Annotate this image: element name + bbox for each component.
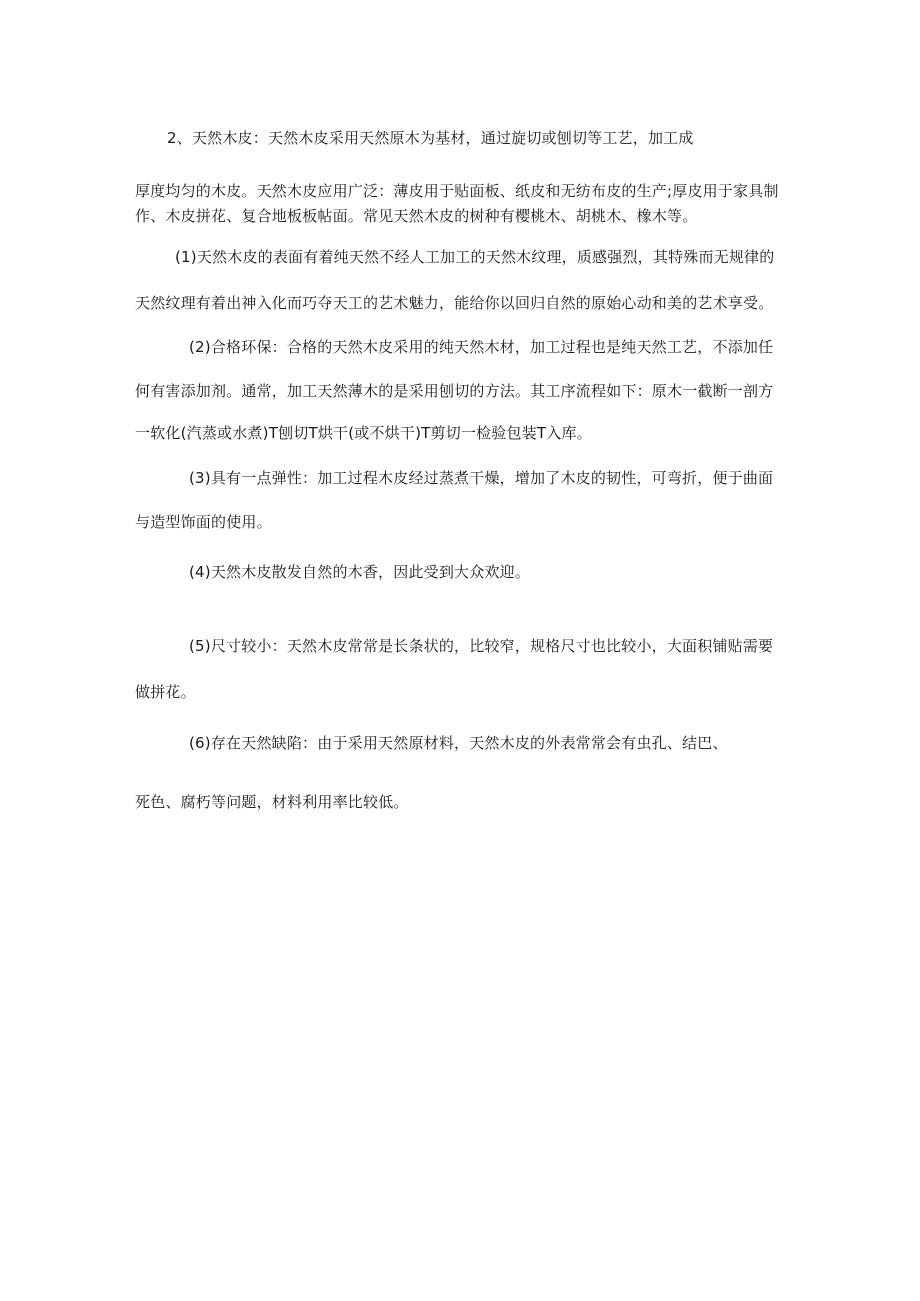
- list-item-2-line: (2)合格环保：合格的天然木皮采用的纯天然木材，加工过程也是纯天然工艺，不添加任: [189, 338, 774, 356]
- list-item-6-line: (6)存在天然缺陷：由于采用天然原材料，天然木皮的外表常常会有虫孔、结巴、: [189, 734, 728, 752]
- list-item-2-line: 一软化(汽蒸或水煮)T刨切T烘干(或不烘干)T剪切一检验包装T入库。: [135, 424, 592, 442]
- list-item-1-line: 天然纹理有着出神入化而巧夺天工的艺术魅力，能给你以回归自然的原始心动和美的艺术享受。: [135, 294, 774, 312]
- paragraph-line: 厚度均匀的木皮。天然木皮应用广泛：薄皮用于贴面板、纸皮和无纺布皮的生产;厚皮用于家具制: [135, 182, 779, 200]
- paragraph-line: 作、木皮拼花、复合地板板帖面。常见天然木皮的树种有樱桃木、胡桃木、橡木等。: [135, 207, 698, 225]
- list-item-1-line: (1)天然木皮的表面有着纯天然不经人工加工的天然木纹理，质感强烈，其特殊而无规律的: [175, 248, 775, 266]
- list-item-6-line: 死色、腐朽等问题，材料利用率比较低。: [135, 793, 409, 811]
- list-item-5-line: 做拼花。: [135, 683, 196, 701]
- list-item-2-line: 何有害添加剂。通常，加工天然薄木的是采用刨切的方法。其工序流程如下：原木一截断一剖方: [135, 382, 774, 400]
- list-item-3-line: 与造型饰面的使用。: [135, 513, 272, 531]
- list-item-3-line: (3)具有一点弹性：加工过程木皮经过蒸煮干燥，增加了木皮的韧性，可弯折，便于曲面: [189, 469, 774, 487]
- list-item-4-line: (4)天然木皮散发自然的木香，因此受到大众欢迎。: [189, 563, 531, 581]
- section-heading-natural-veneer: 2、天然木皮：天然木皮采用天然原木为基材，通过旋切或刨切等工艺，加工成: [167, 129, 694, 147]
- list-item-5-line: (5)尺寸较小：天然木皮常常是长条状的，比较窄，规格尺寸也比较小，大面积铺贴需要: [189, 637, 774, 655]
